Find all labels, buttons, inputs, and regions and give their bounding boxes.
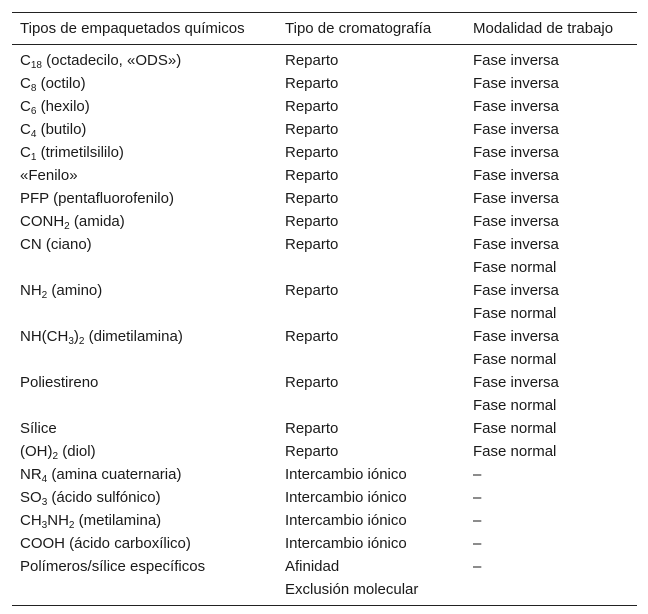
subscript: 4 (41, 474, 48, 485)
cell-work-mode: – (473, 558, 482, 575)
cell-text: Polímeros/sílice específicos (20, 558, 206, 575)
cell-text: PFP (pentafluorofenilo) (20, 190, 174, 207)
cell-packing-type (12, 463, 275, 486)
cell-work-mode: Fase normal (473, 351, 557, 368)
subscript: 2 (64, 221, 70, 232)
cell-chromatography-type: Reparto (285, 121, 339, 138)
cell-chromatography-type: Intercambio iónico (285, 466, 407, 483)
cell-text: (diol) (58, 443, 96, 460)
table-row (12, 463, 637, 486)
cell-chromatography-type: Reparto (285, 190, 339, 207)
cell-packing-type (12, 233, 275, 256)
cell-text: C (20, 98, 31, 115)
cell-packing-type (12, 118, 275, 141)
table-row (12, 509, 637, 532)
table-row (12, 256, 637, 279)
cell-work-mode: Fase inversa (473, 75, 559, 92)
table-header-row (12, 13, 637, 44)
table-row (12, 417, 637, 440)
cell-chromatography-type: Reparto (285, 213, 339, 230)
cell-work-mode: Fase normal (473, 259, 557, 276)
table-bottom-rule (12, 605, 637, 606)
header-packing-types: Tipos de empaquetados químicos (20, 20, 245, 37)
cell-work-mode: – (473, 466, 482, 483)
cell-packing-type (12, 279, 275, 302)
cell-chromatography-type: Reparto (285, 98, 339, 115)
cell-chromatography-type: Reparto (285, 282, 339, 299)
cell-chromatography-type: Reparto (285, 167, 339, 184)
table-row (12, 118, 637, 141)
table-row (12, 187, 637, 210)
cell-chromatography-type: Intercambio iónico (285, 489, 407, 506)
cell-packing-type (12, 417, 275, 440)
table-row (12, 371, 637, 394)
subscript: 2 (52, 451, 59, 462)
cell-text: CH (20, 512, 42, 529)
cell-text: (metilamina) (74, 512, 162, 529)
cell-text: C (20, 52, 31, 69)
table-row (12, 210, 637, 233)
table-row (12, 233, 637, 256)
cell-text: Poliestireno (20, 374, 99, 391)
table-row (12, 486, 637, 509)
table-row (12, 49, 637, 72)
table-row (12, 141, 637, 164)
cell-work-mode: Fase inversa (473, 98, 559, 115)
cell-chromatography-type: Intercambio iónico (285, 535, 407, 552)
cell-work-mode: Fase inversa (473, 282, 559, 299)
cell-text: (octadecilo, «ODS») (41, 52, 182, 69)
cell-work-mode: Fase inversa (473, 374, 559, 391)
cell-text: NH (47, 512, 69, 529)
cell-text: NH(CH (20, 328, 69, 345)
cell-text: (OH) (20, 443, 53, 460)
table-row (12, 394, 637, 417)
cell-packing-type (12, 49, 275, 72)
cell-work-mode: – (473, 489, 482, 506)
cell-chromatography-type: Intercambio iónico (285, 512, 407, 529)
cell-chromatography-type: Reparto (285, 144, 339, 161)
cell-work-mode: Fase inversa (473, 236, 559, 253)
cell-chromatography-type: Exclusión molecular (285, 581, 419, 598)
cell-work-mode: Fase inversa (473, 52, 559, 69)
subscript: 8 (30, 83, 37, 94)
cell-work-mode: Fase inversa (473, 167, 559, 184)
subscript: 2 (78, 336, 85, 347)
cell-text: Sílice (20, 420, 57, 437)
subscript: 3 (68, 336, 74, 347)
cell-text: ) (73, 328, 79, 345)
cell-text: C (20, 121, 31, 138)
table-body (12, 45, 637, 605)
cell-work-mode: Fase inversa (473, 328, 559, 345)
table-row (12, 164, 637, 187)
cell-packing-type (12, 532, 275, 555)
cell-text: (trimetilsililo) (36, 144, 124, 161)
cell-packing-type (12, 555, 275, 578)
cell-chromatography-type: Reparto (285, 236, 339, 253)
cell-text: SO (20, 489, 42, 506)
cell-packing-type (12, 486, 275, 509)
cell-text: NR (20, 466, 42, 483)
subscript: 6 (30, 106, 37, 117)
table-row (12, 532, 637, 555)
cell-chromatography-type: Afinidad (285, 558, 340, 575)
cell-work-mode: – (473, 535, 482, 552)
cell-packing-type (12, 210, 275, 233)
cell-text: COOH (ácido carboxílico) (20, 535, 191, 552)
cell-work-mode: Fase normal (473, 397, 557, 414)
subscript: 1 (30, 152, 37, 163)
cell-text: (amino) (47, 282, 103, 299)
cell-work-mode: Fase inversa (473, 213, 559, 230)
subscript: 2 (41, 290, 48, 301)
table-row (12, 348, 637, 371)
table-row (12, 72, 637, 95)
cell-text: (amina cuaternaria) (47, 466, 182, 483)
cell-work-mode: Fase normal (473, 305, 557, 322)
cell-text: C (20, 144, 31, 161)
header-work-mode: Modalidad de trabajo (473, 20, 614, 37)
cell-text: NH (20, 282, 42, 299)
cell-work-mode: Fase normal (473, 443, 557, 460)
cell-packing-type (12, 371, 275, 394)
subscript: 4 (30, 129, 37, 140)
cell-packing-type (12, 164, 275, 187)
cell-work-mode: Fase inversa (473, 121, 559, 138)
subscript: 3 (41, 497, 48, 508)
cell-chromatography-type: Reparto (285, 75, 339, 92)
packing-types-table (12, 12, 637, 606)
table-row (12, 578, 637, 601)
cell-packing-type (12, 325, 275, 348)
cell-packing-type (12, 440, 275, 463)
cell-work-mode: Fase inversa (473, 190, 559, 207)
cell-text: (butilo) (36, 121, 87, 138)
cell-chromatography-type: Reparto (285, 443, 339, 460)
subscript: 18 (30, 60, 42, 71)
cell-work-mode: Fase inversa (473, 144, 559, 161)
table-row (12, 555, 637, 578)
cell-text: (amida) (69, 213, 125, 230)
subscript: 2 (68, 520, 75, 531)
table-row (12, 279, 637, 302)
table-row (12, 325, 637, 348)
cell-chromatography-type: Reparto (285, 374, 339, 391)
table-row (12, 302, 637, 325)
cell-work-mode: Fase normal (473, 420, 557, 437)
subscript: 3 (41, 520, 48, 531)
cell-packing-type (12, 187, 275, 210)
cell-chromatography-type: Reparto (285, 328, 339, 345)
cell-packing-type (12, 72, 275, 95)
cell-text: «Fenilo» (20, 167, 78, 184)
cell-text: CONH (20, 213, 65, 230)
cell-text: CN (ciano) (20, 236, 92, 253)
cell-packing-type (12, 509, 275, 532)
header-chromatography-type: Tipo de cromatografía (285, 20, 432, 37)
cell-chromatography-type: Reparto (285, 420, 339, 437)
table-row (12, 440, 637, 463)
cell-text: (octilo) (36, 75, 86, 92)
cell-packing-type (12, 95, 275, 118)
cell-text: (dimetilamina) (84, 328, 183, 345)
cell-text: (hexilo) (36, 98, 90, 115)
cell-chromatography-type: Reparto (285, 52, 339, 69)
table-row (12, 95, 637, 118)
cell-text: C (20, 75, 31, 92)
cell-text: (ácido sulfónico) (47, 489, 161, 506)
cell-packing-type (12, 141, 275, 164)
cell-work-mode: – (473, 512, 482, 529)
